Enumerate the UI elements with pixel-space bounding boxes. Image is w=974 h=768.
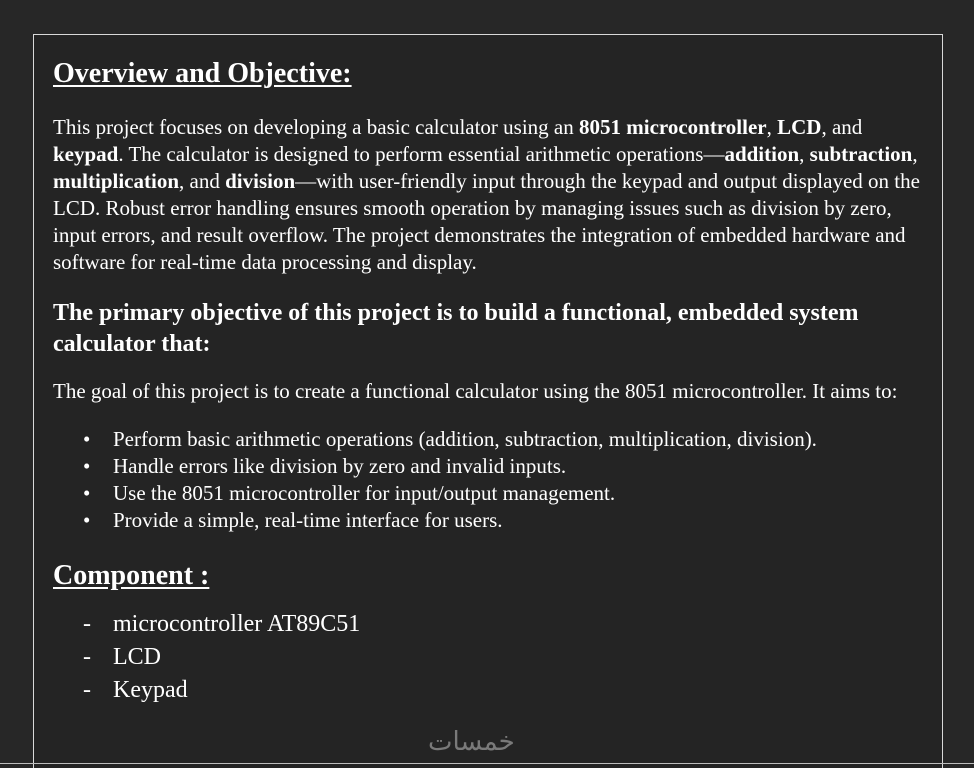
- intro-bold-subtraction: subtraction: [809, 142, 913, 166]
- list-item-text: Perform basic arithmetic operations (addition, subtraction, multiplication, division).: [113, 427, 817, 451]
- list-item: [53, 507, 923, 534]
- intro-bold-addition: addition: [724, 142, 800, 166]
- component-item-text: Keypad: [113, 677, 188, 703]
- intro-text: ,: [912, 142, 918, 166]
- intro-text: This project focuses on developing a basic calculator using an: [53, 115, 580, 139]
- dash-icon: -: [83, 677, 91, 703]
- dash-icon: -: [83, 611, 91, 637]
- document-page: [33, 34, 943, 768]
- objective-heading: The primary objective of this project is to build a functional, embedded system calculator that:: [53, 300, 859, 357]
- intro-text: . The calculator is designed to perform essential arithmetic operations—: [118, 142, 725, 166]
- divider: [0, 763, 974, 764]
- document-content: [53, 57, 923, 707]
- bullet-icon: •: [83, 454, 91, 478]
- bullet-icon: •: [83, 481, 91, 505]
- intro-bold-microcontroller: 8051 microcontroller: [579, 115, 767, 139]
- list-item: [53, 674, 923, 707]
- intro-bold-lcd: LCD: [777, 115, 822, 139]
- component-item-text: LCD: [113, 644, 161, 670]
- component-list: [53, 608, 923, 707]
- dash-icon: -: [83, 644, 91, 670]
- intro-text: —with user-friendly input through the keypad and output displayed on the LCD. Robust error handling ensures smooth operation by managing issues such as division by zero, input errors, and result overflow. The project demonstrates the integration of embedded hardware and software for real-time data processing and display.: [53, 169, 920, 274]
- intro-text: ,: [799, 142, 810, 166]
- bullet-icon: •: [83, 508, 91, 532]
- goal-paragraph: The goal of this project is to create a functional calculator using the 8051 microcontroller. It aims to:: [53, 379, 898, 403]
- bullet-icon: •: [83, 427, 91, 451]
- list-item: [53, 480, 923, 507]
- list-item: [53, 453, 923, 480]
- list-item: [53, 608, 923, 641]
- objective-list: [53, 426, 923, 534]
- intro-bold-multiplication: multiplication: [53, 169, 180, 193]
- component-heading: Component :: [53, 560, 210, 591]
- intro-text: , and: [821, 115, 863, 139]
- intro-bold-keypad: keypad: [53, 142, 119, 166]
- intro-text: , and: [179, 169, 226, 193]
- component-item-text: microcontroller AT89C51: [113, 611, 361, 637]
- list-item-text: Use the 8051 microcontroller for input/output management.: [113, 481, 616, 505]
- list-item-text: Handle errors like division by zero and invalid inputs.: [113, 454, 567, 478]
- watermark-logo: خمسات: [428, 727, 515, 757]
- intro-text: ,: [766, 115, 778, 139]
- list-item-text: Provide a simple, real-time interface for users.: [113, 508, 503, 532]
- overview-heading: Overview and Objective:: [53, 58, 352, 89]
- list-item: [53, 641, 923, 674]
- overview-paragraph: [53, 114, 923, 276]
- intro-bold-division: division: [225, 169, 296, 193]
- list-item: [53, 426, 923, 453]
